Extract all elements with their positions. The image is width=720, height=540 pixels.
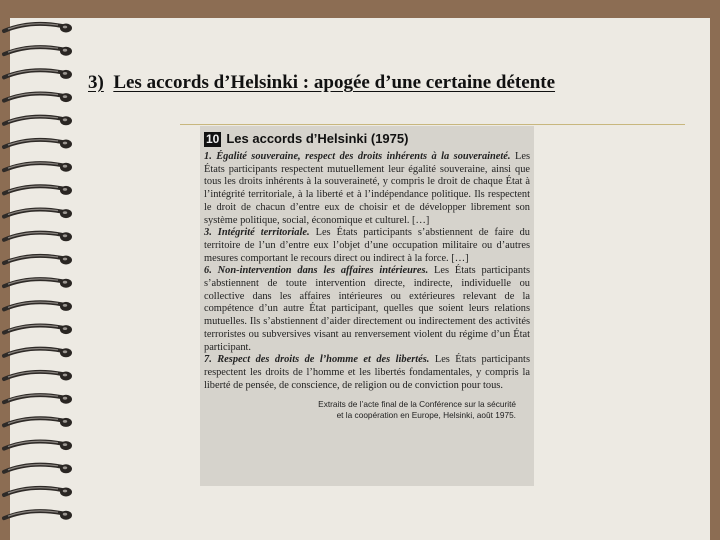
document-body (204, 132, 530, 420)
article-title: 6. Non-intervention dans les affaires intérieures. (204, 265, 429, 277)
article-title: 7. Respect des droits de l’homme et des libertés. (204, 354, 430, 366)
article-text: Les États participants s’abstiennent de toute intervention directe, indirecte, individuelle ou collective dans les affaires intérieures ou extérieures relevant de la compétence d’un autre État participant, quelles que soient leurs relations mutuelles. Ils s’abstiennent d’aider directement ou indirectement des activités terroristes ou subversives visant au renversement violent du régime d’un État participant. (204, 265, 530, 353)
article-7 (204, 354, 530, 392)
binding-ring (4, 140, 72, 149)
binding-ring (4, 70, 72, 79)
binding-ring (4, 441, 72, 450)
document-number: 10 (206, 132, 220, 146)
binding-ring (4, 186, 72, 195)
article-title: 1. Égalité souveraine, respect des droits inhérents à la souveraineté. (204, 151, 511, 162)
binding-ring (4, 256, 72, 265)
spiral-binding (0, 0, 90, 540)
binding-ring (4, 325, 72, 334)
binding-ring (4, 116, 72, 125)
article-6 (204, 265, 530, 354)
title-divider (180, 124, 685, 125)
binding-ring (4, 232, 72, 241)
title-number: 3) (88, 72, 104, 93)
binding-ring (4, 209, 72, 218)
title-text: Les accords d’Helsinki : apogée d’une certaine détente (113, 72, 556, 93)
source-line-2: et la coopération en Europe, Helsinki, août 1975. (336, 409, 516, 420)
binding-ring (4, 464, 72, 473)
article-text: Les États participants s’abstiennent de faire du territoire de l’un d’entre eux l’objet d’une occupation militaire ou d’autres mesures comportant le recours direct ou indirect à la force. […] (204, 227, 530, 264)
document-source (204, 399, 530, 420)
binding-ring (4, 372, 72, 381)
document-heading: Les accords d’Helsinki (1975) (226, 131, 409, 147)
binding-ring (4, 418, 72, 427)
article-title: 3. Intégrité territoriale. (204, 227, 310, 239)
scanned-document (200, 126, 534, 486)
binding-ring (4, 24, 72, 33)
binding-ring (4, 348, 72, 357)
binding-ring (4, 395, 72, 404)
binding-ring (4, 47, 72, 56)
binding-ring (4, 93, 72, 102)
article-1 (204, 151, 530, 227)
article-text: Les États participants respectent les droits de l’homme et les libertés fondamentales, y compris la liberté de pensée, de conscience, de religion ou de conviction pour tous. (204, 354, 530, 391)
article-text: Les États participants respectent mutuellement leur égalité souveraine, ainsi que tous les droits inhérents à la souveraineté, y compris le droit de chaque État à l’intégrité territoriale, à la liberté et à l’indépendance politique. Ils respectent le droit de chacun d’entre eux de choisir et de développer librement son système politique, social, économique et culturel. […] (204, 151, 530, 226)
slide-title (88, 70, 648, 96)
document-header (204, 132, 530, 147)
binding-ring (4, 488, 72, 497)
binding-ring (4, 163, 72, 172)
binding-ring (4, 511, 72, 520)
binding-ring (4, 279, 72, 288)
article-3 (204, 227, 530, 265)
binding-ring (4, 302, 72, 311)
source-line-1: Extraits de l’acte final de la Conférence sur la sécurité (318, 399, 516, 410)
